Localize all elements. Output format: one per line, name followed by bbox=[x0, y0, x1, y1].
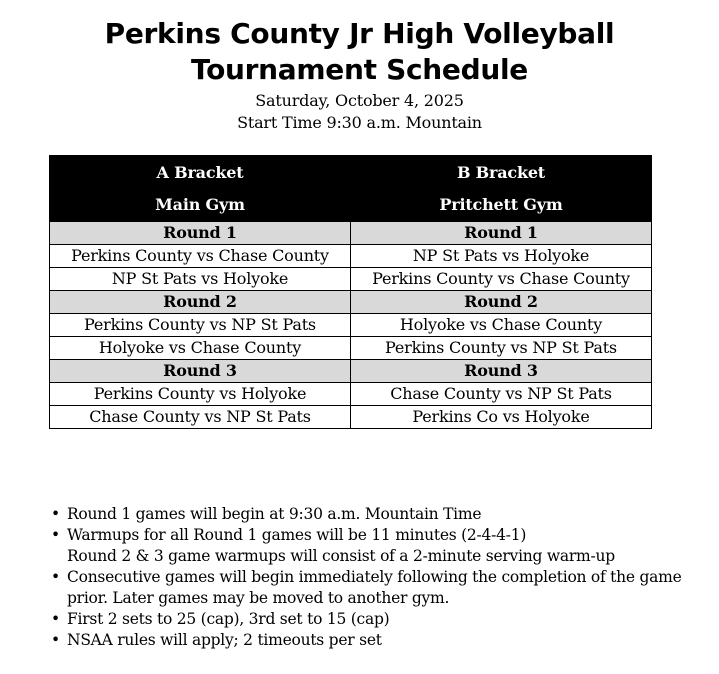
a-bracket-location: Main Gym bbox=[155, 194, 245, 214]
list-item: • Round 1 games will begin at 9:30 a.m. Mountain Time bbox=[67, 504, 707, 525]
schedule-table bbox=[49, 155, 652, 429]
a-round-1-label: Round 1 bbox=[50, 222, 351, 245]
page-subtitle: Tournament Schedule bbox=[191, 53, 528, 86]
table-row bbox=[50, 268, 652, 291]
b-bracket-name: B Bracket bbox=[456, 162, 545, 182]
table-row bbox=[50, 406, 652, 429]
b-bracket-header bbox=[351, 156, 652, 222]
page-title: Perkins County Jr High Volleyball bbox=[104, 17, 615, 50]
list-item: • First 2 sets to 25 (cap), 3rd set to 15 (cap) bbox=[67, 609, 707, 630]
bracket-header-row bbox=[50, 156, 652, 222]
list-item bbox=[67, 525, 707, 567]
note-warmup-round-1: • Warmups for all Round 1 games will be 11 minutes (2-4-4-1) bbox=[67, 526, 527, 544]
b-round-2-game-1: Holyoke vs Chase County bbox=[351, 314, 652, 337]
b-round-1-game-1: NP St Pats vs Holyoke bbox=[351, 245, 652, 268]
a-round-3-game-1: Perkins County vs Holyoke bbox=[50, 383, 351, 406]
b-round-2-game-2: Perkins County vs NP St Pats bbox=[351, 337, 652, 360]
a-round-2-label: Round 2 bbox=[50, 291, 351, 314]
round-3-header-row bbox=[50, 360, 652, 383]
table-row bbox=[50, 314, 652, 337]
a-round-1-game-2: NP St Pats vs Holyoke bbox=[50, 268, 351, 291]
start-time: Start Time 9:30 a.m. Mountain bbox=[237, 113, 482, 132]
a-round-2-game-2: Holyoke vs Chase County bbox=[50, 337, 351, 360]
a-bracket-name: A Bracket bbox=[156, 162, 244, 182]
b-round-3-game-2: Perkins Co vs Holyoke bbox=[351, 406, 652, 429]
table-row bbox=[50, 383, 652, 406]
list-item: • Consecutive games will begin immediately following the completion of the game prior. Later games may be moved to another gym. bbox=[67, 567, 707, 609]
a-round-3-game-2: Chase County vs NP St Pats bbox=[50, 406, 351, 429]
notes-list bbox=[49, 504, 707, 651]
event-date: Saturday, October 4, 2025 bbox=[255, 91, 464, 110]
b-bracket-location: Pritchett Gym bbox=[439, 194, 563, 214]
a-round-2-game-1: Perkins County vs NP St Pats bbox=[50, 314, 351, 337]
round-2-header-row bbox=[50, 291, 652, 314]
table-row bbox=[50, 337, 652, 360]
list-item: • NSAA rules will apply; 2 timeouts per set bbox=[67, 630, 707, 651]
round-1-header-row bbox=[50, 222, 652, 245]
b-round-1-game-2: Perkins County vs Chase County bbox=[351, 268, 652, 291]
b-round-2-label: Round 2 bbox=[351, 291, 652, 314]
a-bracket-header bbox=[50, 156, 351, 222]
note-warmup-round-2-3: Round 2 & 3 game warmups will consist of a 2-minute serving warm-up bbox=[67, 547, 615, 565]
a-round-3-label: Round 3 bbox=[50, 360, 351, 383]
b-round-1-label: Round 1 bbox=[351, 222, 652, 245]
b-round-3-label: Round 3 bbox=[351, 360, 652, 383]
table-row bbox=[50, 245, 652, 268]
a-round-1-game-1: Perkins County vs Chase County bbox=[50, 245, 351, 268]
b-round-3-game-1: Chase County vs NP St Pats bbox=[351, 383, 652, 406]
